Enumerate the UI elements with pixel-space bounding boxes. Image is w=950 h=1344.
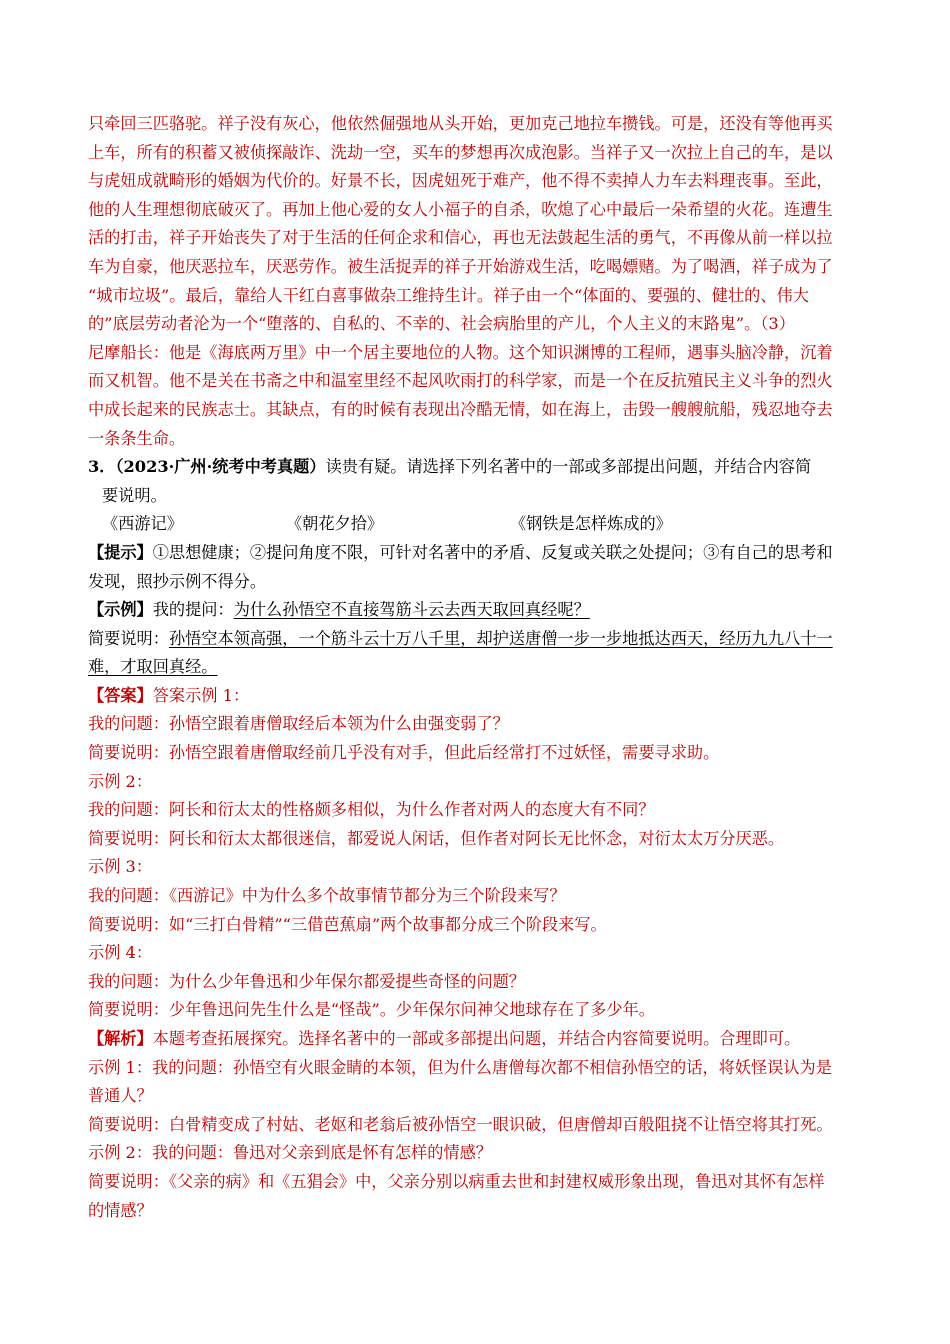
intro-line: 中成长起来的民族志士。其缺点，有的时候有表现出冷酷无情，如在海上，击毁一艘艘航船，残忍地夺去 (88, 399, 833, 419)
answer-line: 我的问题：为什么少年鲁迅和少年保尔都爱提些奇怪的问题？ (88, 971, 526, 991)
answer-line: 示例 2： (88, 771, 153, 791)
intro-line: 上车，所有的积蓄又被侦探敲诈、洗劫一空，买车的梦想再次成泡影。当祥子又一次拉上自己的车，是以 (88, 142, 833, 162)
example-answer-line-1 (88, 625, 863, 654)
intro-line: 与虎妞成就畸形的婚姻为代价的。好景不长，因虎妞死于难产，他不得不卖掉人力车去料理丧事。至此， (88, 171, 833, 191)
book-title: 《西游记》 (102, 514, 183, 534)
intro-line: 而又机智。他不是关在书斋之中和温室里经不起风吹雨打的科学家，而是一个在反抗殖民主义斗争的烈火 (88, 371, 833, 391)
answer-label: 【答案】 (88, 685, 153, 705)
question-line-2: 要说明。 (102, 485, 167, 505)
answer-line: 我的问题：阿长和衍太太的性格颇多相似，为什么作者对两人的态度大有不同？ (88, 800, 655, 820)
example-answer-text-cont: 难，才取回真经。 (88, 657, 218, 677)
example-answer-line-2 (88, 653, 863, 682)
book-title: 《朝花夕拾》 (286, 514, 384, 534)
answer-line: 简要说明：如“三打白骨精”“三借芭蕉扇”两个故事都分成三个阶段来写。 (88, 914, 607, 934)
answer-line: 简要说明：阿长和衍太太都很迷信，都爱说人闲话，但作者对阿长无比怀念，对衍太太万分厌恶。 (88, 828, 785, 848)
answer-intro-line (88, 682, 863, 711)
example-answer-prefix: 简要说明： (88, 628, 169, 648)
answer-line: 我的问题：《西游记》中为什么多个故事情节都分为三个阶段来写？ (88, 886, 566, 906)
question-block (88, 453, 863, 682)
document-content (88, 110, 863, 1225)
hint-line-1 (88, 539, 863, 568)
example-question-prefix: 我的提问： (152, 600, 234, 620)
answer-line: 我的问题：孙悟空跟着唐僧取经后本领为什么由强变弱了？ (88, 714, 509, 734)
answer-line: 简要说明：少年鲁迅问先生什么是“怪哉”。少年保尔问神父地球存在了多少年。 (88, 1000, 655, 1020)
intro-line: 他的人生理想彻底破灭了。再加上他心爱的女人小福子的自杀，吹熄了心中最后一朵希望的火花。连遭生 (88, 199, 833, 219)
analysis-intro-line (88, 1025, 863, 1054)
answer-line: 示例 4： (88, 943, 153, 963)
book-title: 《钢铁是怎样炼成的》 (510, 514, 672, 534)
analysis-line: 普通人？ (88, 1086, 153, 1106)
analysis-line: 示例 1：我的问题：孙悟空有火眼金睛的本领，但为什么唐僧每次都不相信孙悟空的话，将妖怪误认为是 (88, 1057, 832, 1077)
answer-line: 示例 3： (88, 857, 153, 877)
example-question-text: 为什么孙悟空不直接驾筋斗云去西天取回真经呢？ (233, 600, 590, 620)
analysis-intro: 本题考查拓展探究。选择名著中的一部或多部提出问题，并结合内容简要说明。合理即可。 (152, 1029, 801, 1048)
intro-line: 的”底层劳动者沦为一个“堕落的、自私的、不幸的、社会病胎里的产儿，个人主义的末路鬼”。（3） (88, 314, 795, 334)
answer-block (88, 682, 863, 1025)
book-list (88, 510, 863, 539)
analysis-line: 的情感？ (88, 1200, 153, 1220)
answer-line: 简要说明：孙悟空跟着唐僧取经前几乎没有对手，但此后经常打不过妖怪，需要寻求助。 (88, 743, 720, 763)
intro-line: 活的打击，祥子开始丧失了对于生活的任何企求和信心，再也无法鼓起生活的勇气，不再像从前一样以拉 (88, 228, 833, 248)
intro-line: 尼摩船长：他是《海底两万里》中一个居主要地位的人物。这个知识渊博的工程师，遇事头脑冷静，沉着 (88, 342, 833, 362)
hint-line-2: 发现，照抄示例不得分。 (88, 571, 267, 591)
intro-line: 一条条生命。 (88, 428, 186, 448)
analysis-line: 简要说明：白骨精变成了村姑、老妪和老翁后被孙悟空一眼识破，但唐僧却百般阻挠不让悟空将其打死。 (88, 1114, 833, 1134)
example-answer-text: 孙悟空本领高强，一个筋斗云十万八千里，却护送唐僧一步一步地抵达西天，经历九九八十一 (168, 628, 833, 648)
question-source: （2023·广州·统考中考真题） (115, 457, 326, 477)
analysis-line: 示例 2：我的问题：鲁迅对父亲到底是怀有怎样的情感？ (88, 1143, 492, 1163)
answer-intro: 答案示例 1： (152, 685, 250, 705)
intro-line: 只牵回三匹骆驼。祥子没有灰心，他依然倔强地从头开始，更加克己地拉车攒钱。可是，还没有等他再买 (88, 114, 833, 133)
analysis-block (88, 1025, 863, 1225)
question-number: 3． (88, 457, 116, 477)
analysis-label: 【解析】 (88, 1029, 153, 1048)
example-question-line (88, 596, 863, 625)
intro-paragraph (88, 110, 863, 453)
question-line-1 (88, 453, 863, 482)
analysis-line: 简要说明：《父亲的病》和《五猖会》中，父亲分别以病重去世和封建权威形象出现，鲁迅对其怀有怎样 (88, 1171, 825, 1191)
hint-label: 【提示】 (88, 542, 153, 562)
example-label: 【示例】 (88, 600, 153, 620)
intro-line: 车为自豪，他厌恶拉车，厌恶劳作。被生活捉弄的祥子开始游戏生活，吃喝嫖赌。为了喝酒，祥子成为了 (88, 256, 833, 276)
intro-line: “城市垃圾”。最后，靠给人干红白喜事做杂工维持生计。祥子由一个“体面的、要强的、健壮的、伟大 (88, 285, 809, 305)
hint-text: ①思想健康；②提问角度不限，可针对名著中的矛盾、反复或关联之处提问；③有自己的思考和 (152, 542, 833, 562)
question-text: 读贵有疑。请选择下列名著中的一部或多部提出问题，并结合内容简 (325, 457, 812, 477)
